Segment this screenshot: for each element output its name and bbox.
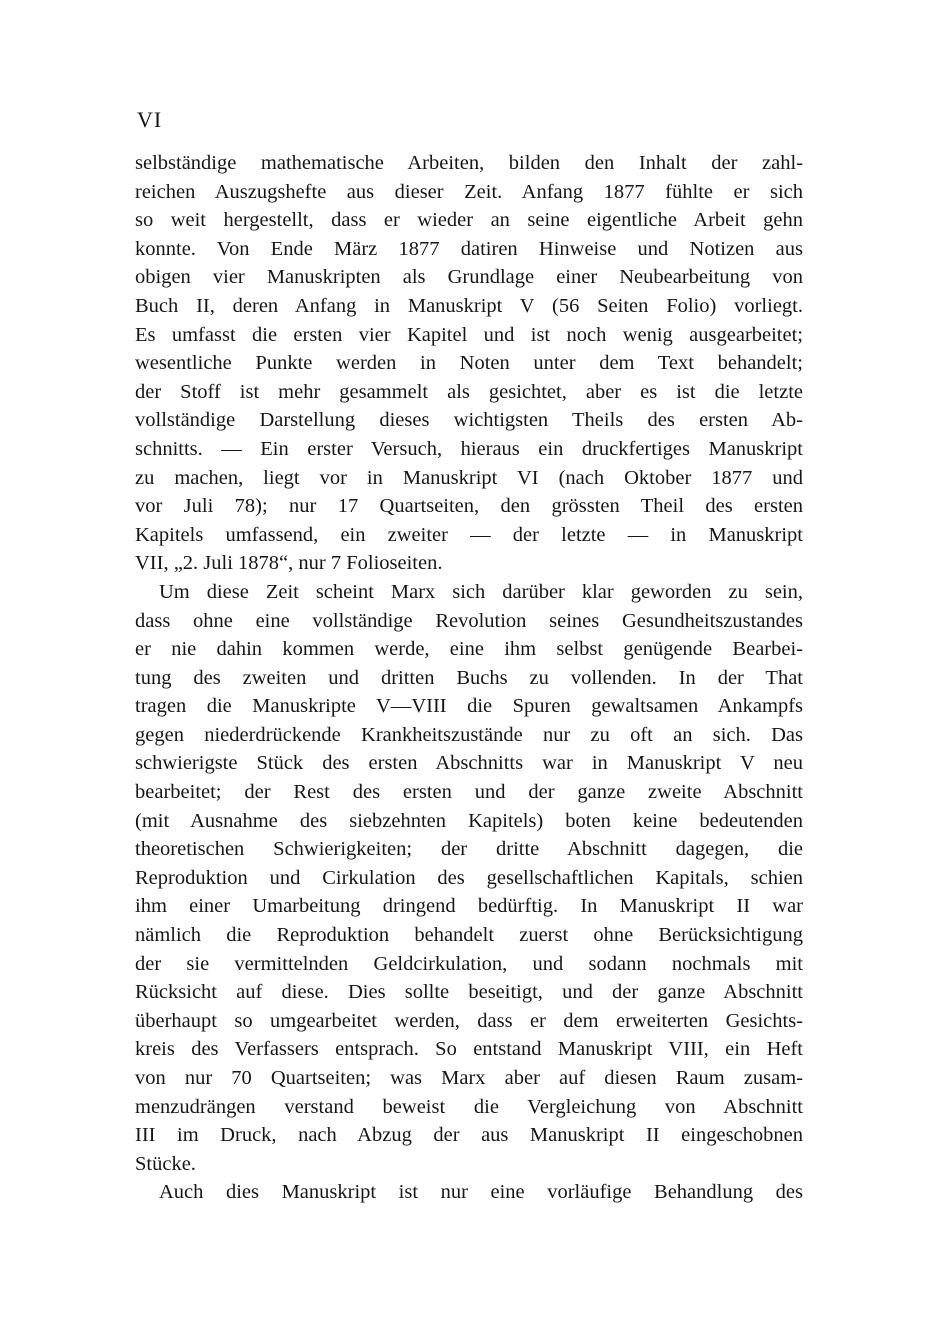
text-line: konnte. Von Ende März 1877 datiren Hinweise und Notizen aus bbox=[135, 237, 803, 260]
text-line: vollständige Darstellung dieses wichtigsten Theils des ersten Ab- bbox=[135, 409, 803, 432]
text-line: menzudrängen verstand beweist die Vergleichung von Abschnitt bbox=[135, 1095, 803, 1118]
body-text bbox=[135, 149, 803, 1207]
text-line: Stücke. bbox=[135, 1152, 196, 1175]
text-line: Auch dies Manuskript ist nur eine vorläufige Behandlung des bbox=[159, 1181, 803, 1204]
paragraph-3 bbox=[135, 1178, 803, 1207]
text-line: VII, „2. Juli 1878“, nur 7 Folioseiten. bbox=[135, 552, 443, 575]
text-line: schnitts. — Ein erster Versuch, hieraus ein druckfertiges Manuskript bbox=[135, 437, 803, 460]
text-line: Buch II, deren Anfang in Manuskript V (56 Seiten Folio) vorliegt. bbox=[135, 294, 803, 317]
text-line: überhaupt so umgearbeitet werden, dass er dem erweiterten Gesichts- bbox=[135, 1009, 803, 1032]
text-line: tung des zweiten und dritten Buchs zu vollenden. In der That bbox=[135, 666, 803, 689]
text-line: Reproduktion und Cirkulation des gesellschaftlichen Kapitals, schien bbox=[135, 866, 803, 889]
text-line: selbständige mathematische Arbeiten, bilden den Inhalt der zahl- bbox=[135, 152, 803, 174]
text-line: kreis des Verfassers entsprach. So entstand Manuskript VIII, ein Heft bbox=[135, 1038, 803, 1061]
text-line: Kapitels umfassend, ein zweiter — der letzte — in Manuskript bbox=[135, 523, 803, 546]
text-line: Um diese Zeit scheint Marx sich darüber klar geworden zu sein, bbox=[159, 580, 803, 603]
text-line: so weit hergestellt, dass er wieder an seine eigentliche Arbeit gehn bbox=[135, 209, 803, 232]
text-line: reichen Auszugshefte aus dieser Zeit. Anfang 1877 fühlte er sich bbox=[135, 180, 803, 203]
text-line: ihm einer Umarbeitung dringend bedürftig. In Manuskript II war bbox=[135, 895, 803, 918]
paragraph-2 bbox=[135, 578, 803, 1178]
text-line: III im Druck, nach Abzug der aus Manuskript II eingeschobnen bbox=[135, 1124, 803, 1147]
text-line: er nie dahin kommen werde, eine ihm selbst genügende Bearbei- bbox=[135, 638, 803, 661]
text-line: von nur 70 Quartseiten; was Marx aber auf diesen Raum zusam- bbox=[135, 1067, 803, 1089]
text-line: bearbeitet; der Rest des ersten und der ganze zweite Abschnitt bbox=[135, 781, 803, 804]
text-line: der sie vermittelnden Geldcirkulation, und sodann nochmals mit bbox=[135, 952, 803, 975]
text-line: Es umfasst die ersten vier Kapitel und ist noch wenig ausgearbeitet; bbox=[135, 323, 803, 346]
text-line: schwierigste Stück des ersten Abschnitts war in Manuskript V neu bbox=[135, 752, 803, 775]
text-line: gegen niederdrückende Krankheitszustände nur zu oft an sich. Das bbox=[135, 723, 803, 746]
text-line: der Stoff ist mehr gesammelt als gesichtet, aber es ist die letzte bbox=[135, 380, 803, 403]
text-line: (mit Ausnahme des siebzehnten Kapitels) boten keine bedeutenden bbox=[135, 809, 803, 832]
text-line: wesentliche Punkte werden in Noten unter dem Text behandelt; bbox=[135, 352, 803, 375]
text-line: tragen die Manuskripte V—VIII die Spuren gewaltsamen Ankampfs bbox=[135, 695, 803, 718]
text-line: vor Juli 78); nur 17 Quartseiten, den grössten Theil des ersten bbox=[135, 495, 803, 518]
paragraph-1 bbox=[135, 149, 803, 578]
text-line: obigen vier Manuskripten als Grundlage einer Neubearbeitung von bbox=[135, 266, 803, 289]
text-line: Rücksicht auf diese. Dies sollte beseitigt, und der ganze Abschnitt bbox=[135, 981, 803, 1004]
text-line: zu machen, liegt vor in Manuskript VI (nach Oktober 1877 und bbox=[135, 466, 803, 489]
text-line: nämlich die Reproduktion behandelt zuerst ohne Berücksichtigung bbox=[135, 924, 803, 947]
text-line: theoretischen Schwierigkeiten; der dritte Abschnitt dagegen, die bbox=[135, 838, 803, 861]
page-number: VI bbox=[137, 107, 163, 132]
text-line: dass ohne eine vollständige Revolution seines Gesundheitszustandes bbox=[135, 609, 803, 632]
